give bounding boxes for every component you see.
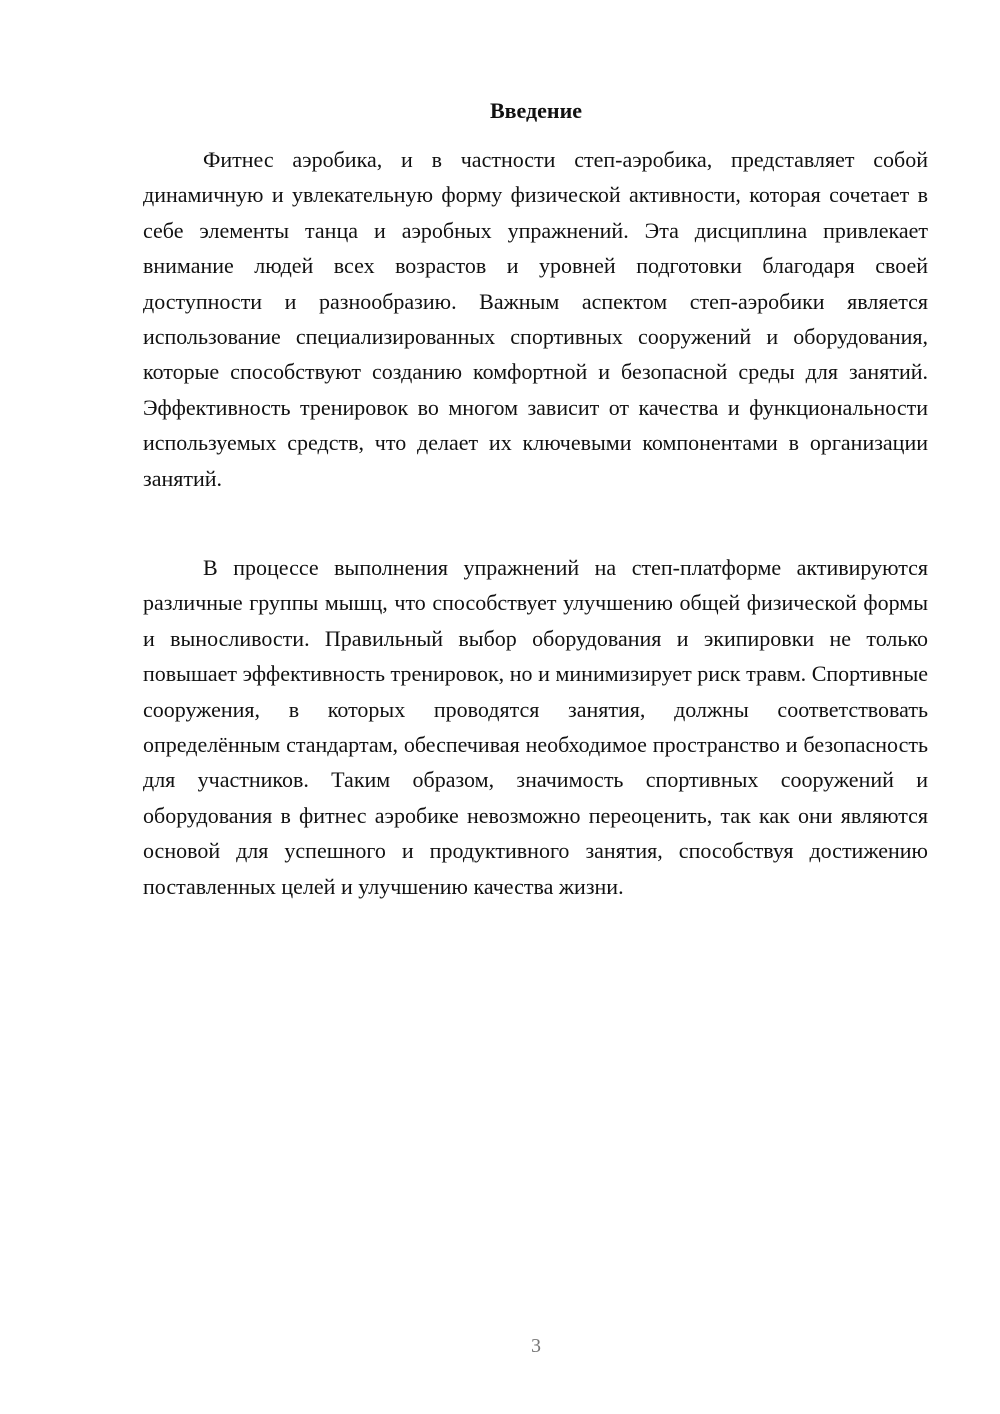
paragraph-1: Фитнес аэробика, и в частности степ-аэробика, представляет собой динамичную и увлекательную форму физической активности, которая сочетает в себе элементы танца и аэробных упражнений. Эта дисциплина привлекает внимание людей всех возрастов и уровней подготовки благодаря своей доступности и разнообразию. Важным аспектом степ-аэробики является использование специализированных спортивных сооружений и оборудования, которые способствуют созданию комфортной и безопасной среды для занятий. Эффективность тренировок во многом зависит от качества и функциональности используемых средств, что делает их ключевыми компонентами в организации занятий. xyxy=(143,147,928,491)
page-number: 3 xyxy=(531,1335,541,1357)
section-heading: Введение xyxy=(489,98,583,123)
paragraph-2: В процессе выполнения упражнений на степ-платформе активируются различные группы мышц, что способствует улучшению общей физической формы и выносливости. Правильный выбор оборудования и экипировки не только повышает эффективность тренировок, но и минимизирует риск травм. Спортивные сооружения, в которых проводятся занятия, должны соответствовать определённым стандартам, обеспечивая необходимое пространство и безопасность для участников. Таким образом, значимость спортивных сооружений и оборудования в фитнес аэробике невозможно переоценить, так как они являются основой для успешного и продуктивного занятия, способствуя достижению поставленных целей и улучшению качества жизни. xyxy=(143,555,928,899)
